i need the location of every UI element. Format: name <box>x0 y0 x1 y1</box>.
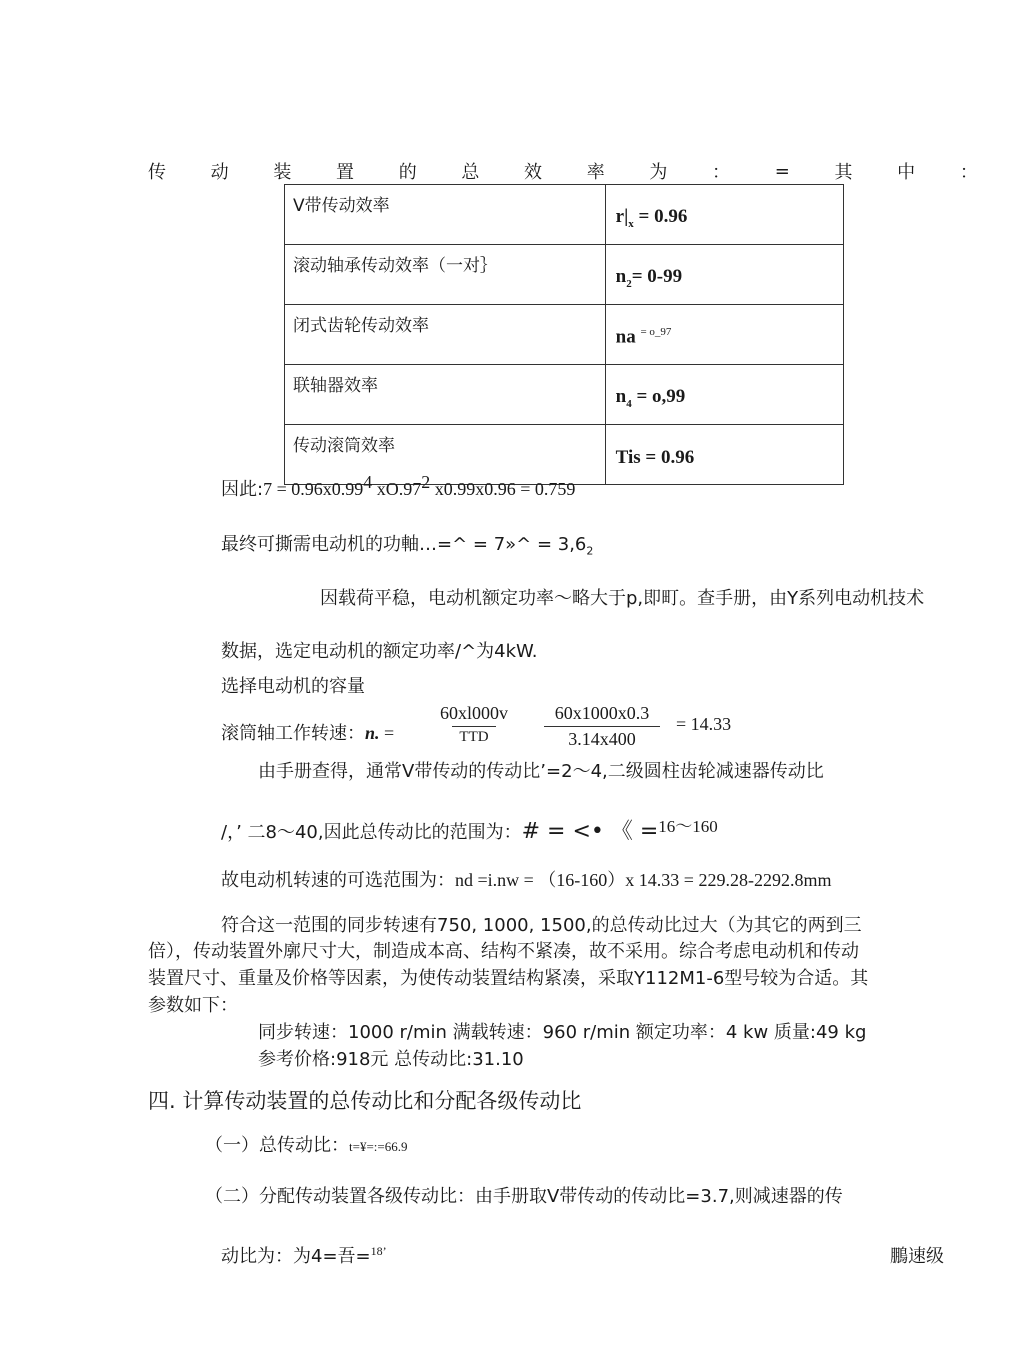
header-char: ： <box>959 162 978 183</box>
last-line-left: 动比为：为4=吾=$^{18’}$ <box>221 1244 387 1267</box>
header-char: = <box>774 160 790 182</box>
header-spaced-row <box>148 158 978 184</box>
table-row <box>285 365 844 425</box>
load-steady-line: 因载荷平稳，电动机额定功率～略大于p,即町。查手册，由Y系列电动机技术 <box>320 588 925 609</box>
ratio-range-line: /，’ 二8～40,因此总传动比的范围为：# = <• 《 =$^{16\sim 160}$ <box>221 817 718 844</box>
table-cell-name: 传动滚筒效率 <box>285 425 606 485</box>
table-row <box>285 305 844 365</box>
params-line-1: 同步转速：1000 r/min 满载转速：960 r/min 额定功率：4 kw 质量:49 kg <box>258 1022 867 1043</box>
header-char: 传 <box>148 162 166 183</box>
table-row <box>285 185 844 245</box>
subsection-2: （二）分配传动装置各级传动比：由手册取V带传动的传动比=3.7,则减速器的传 <box>205 1186 843 1207</box>
paragraph-line-4: 参数如下： <box>148 995 238 1016</box>
params-line-2: 参考价格:918元 总传动比:31.10 <box>258 1049 524 1070</box>
paragraph-line-1: 符合这一范围的同步转速有750, 1000, 1500,的总传动比过大（为其它的两到三 <box>221 915 862 936</box>
choose-capacity-line: 选择电动机的容量 <box>221 676 365 697</box>
header-char: 的 <box>398 162 417 183</box>
section-heading: 四. 计算传动装置的总传动比和分配各级传动比 <box>148 1089 582 1113</box>
efficiency-table <box>284 184 844 485</box>
paragraph-line-2: 倍），传动装置外廓尺寸大，制造成本高、结构不紧凑，故不采用。综合考虑电动机和传动 <box>148 941 859 962</box>
table-cell-value: na $^{= o\_97}$ <box>605 305 843 365</box>
header-char: 其 <box>834 162 853 183</box>
fraction-1: 60xl000v TTD <box>439 703 508 745</box>
header-char: ： <box>712 162 731 183</box>
table-cell-name: 闭式齿轮传动效率 <box>285 305 606 365</box>
drum-speed-label: 滚筒轴工作转速：n. = <box>221 723 395 744</box>
final-power-line: 最终可撕需电动机的功軸…=^ = 7»^ = $3,6_2$ <box>221 534 594 558</box>
data-select-line: 数据，选定电动机的额定功率/^为4kW. <box>221 641 538 662</box>
header-char: 置 <box>336 162 355 183</box>
header-char: 总 <box>461 162 480 183</box>
header-char: 动 <box>210 162 229 183</box>
table-cell-name: 滚动轴承传动效率（一对｝ <box>285 245 606 305</box>
table-cell-value: $n_2= 0-99$ <box>605 245 843 305</box>
last-line-right: 鵬速级 <box>890 1246 944 1267</box>
table-cell-value: $n_4 = o,99$ <box>605 365 843 425</box>
table-cell-value: Tis = 0.96 <box>605 425 843 485</box>
table-cell-name: 联轴器效率 <box>285 365 606 425</box>
header-char: 率 <box>586 162 605 183</box>
fraction-2: 60x1000x0.3 3.14x400 <box>544 703 660 750</box>
therefore-line: 因此:7 = $0.96x0.99^4$ $xO.97^2$ x0.99x0.96 = 0.759 <box>221 472 576 500</box>
drum-speed-result: = 14.33 <box>676 714 732 734</box>
table-cell-value: $r|_x = 0.96$ <box>605 185 843 245</box>
header-char: 为 <box>649 162 668 183</box>
manual-check-line: 由手册查得，通常V带传动的传动比’=2～4,二级圆柱齿轮减速器传动比 <box>258 761 824 782</box>
header-char: 效 <box>524 162 543 183</box>
header-char: 中 <box>897 162 916 183</box>
table-cell-name: V带传动效率 <box>285 185 606 245</box>
paragraph-line-3: 装置尺寸、重量及价格等因素，为使传动装置结构紧凑，采取Y112M1-6型号较为合适。其 <box>148 968 869 989</box>
subsection-1: （一）总传动比：t=¥=:=66.9 <box>205 1135 408 1156</box>
header-char: 装 <box>273 162 292 183</box>
table-row <box>285 245 844 305</box>
speed-range-line: 故电动机转速的可选范围为：nd =i.nw = （16-160）x 14.33 = 229.28-2292.8mm <box>221 870 832 891</box>
